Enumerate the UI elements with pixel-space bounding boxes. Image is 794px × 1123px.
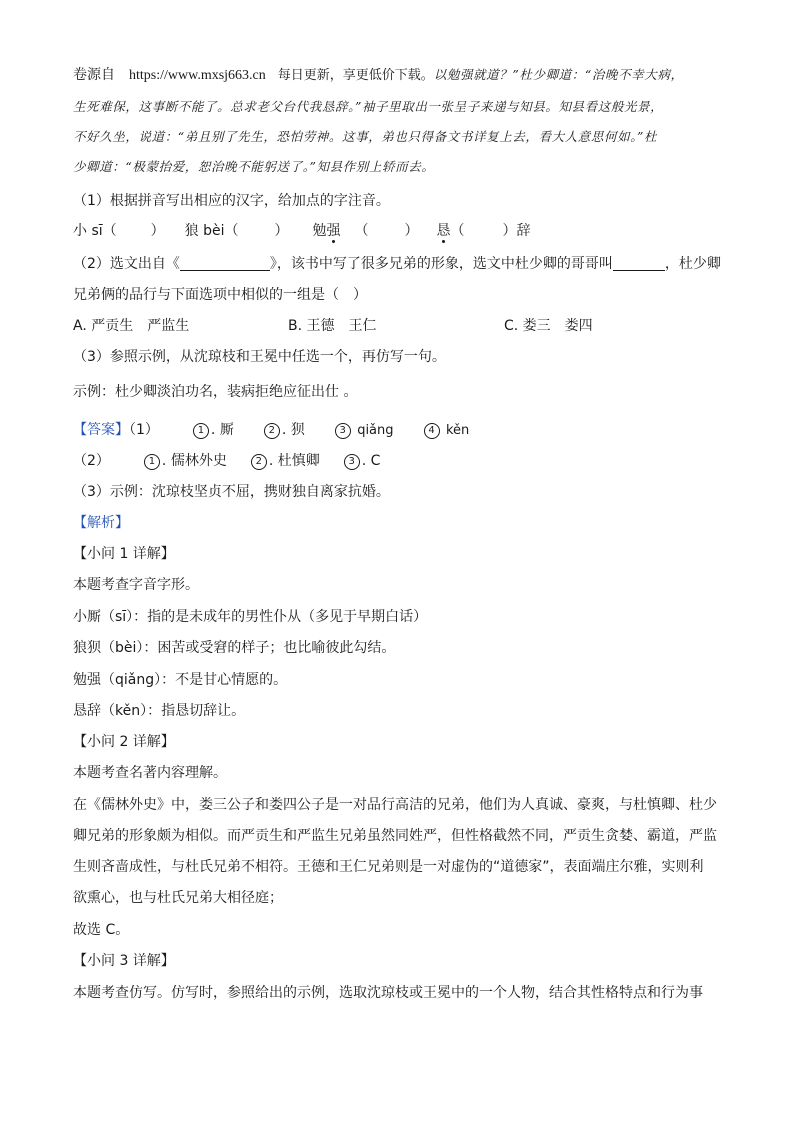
explanation-line: 小厮（sī）：指的是未成年的男性仆从（多见于早期白话） <box>73 609 428 625</box>
promo-text: 每日更新，享更低价下载。 <box>277 68 434 83</box>
question-1-prompt: （1）根据拼音写出相应的汉字，给加点的字注音。 <box>73 193 390 209</box>
answer-line-2: （2） 1 . 儒林外史 2 . 杜慎卿 3 . C <box>73 453 381 469</box>
q1-item-4: 恳（ ）辞 <box>436 223 531 239</box>
option-c: C. 娄三 娄四 <box>504 318 593 334</box>
passage-line-3: 不好久坐，说道：“弟且别了先生，恐怕劳神。这事，弟也只得备文书详复上去，看大人意思何如。”杜 <box>73 129 658 144</box>
sub-question-2-heading: 【小问 2 详解】 <box>73 734 175 750</box>
question-2-line-1: （2）选文出自《 》，该书中写了很多兄弟的形象，选文中杜少卿的哥哥叫 ，杜少卿 <box>73 256 721 272</box>
passage-line-4: 少卿道：“极蒙抬爱，恕治晚不能躬送了。”知县作别上轿而去。 <box>73 159 435 174</box>
book-title-blank <box>180 255 270 271</box>
q1-item-1: 小 sī（ ） <box>73 223 165 239</box>
q1-item-2: 狼 bèi（ ） <box>184 223 289 239</box>
sub-question-2-conclusion: 故选 C。 <box>73 922 130 938</box>
explanation-line: 卿兄弟的形象颇为相似。而严贡生和严监生兄弟虽然同姓严，但性格截然不同，严贡生贪婪、霸道，严监 <box>73 828 717 844</box>
sub-question-2-intro: 本题考查名著内容理解。 <box>73 765 227 781</box>
watermark-text: 卷源自 <box>73 67 115 83</box>
brother-name-blank <box>613 255 665 271</box>
question-3-example: 示例：杜少卿淡泊功名，装病拒绝应征出仕 。 <box>73 384 358 400</box>
answer-1-2: 2 . 狈 <box>264 422 305 438</box>
sub-question-3-heading: 【小问 3 详解】 <box>73 953 175 969</box>
explanation-line: 狼狈（bèi）：困苦或受窘的样子；也比喻彼此勾结。 <box>73 640 396 656</box>
answer-2-3: 3 . C <box>344 453 381 469</box>
explanation-line: 在《儒林外史》中，娄三公子和娄四公子是一对品行高洁的兄弟，他们为人真诚、豪爽，与杜慎卿、杜少 <box>73 797 717 813</box>
explanation-line: 本题考查仿写。仿写时，参照给出的示例，选取沈琼枝或王冕中的一个人物，结合其性格特点和行为事 <box>73 985 703 1001</box>
explanation-line: 生则吝啬成性，与杜氏兄弟不相符。王德和王仁兄弟则是一对虚伪的“道德家”，表面端庄尔雅，实则利 <box>73 859 704 875</box>
explanation-line: 恳辞（kěn）：指恳切辞让。 <box>73 703 246 719</box>
question-3-prompt: （3）参照示例，从沈琼枝和王冕中任选一个，再仿写一句。 <box>73 349 446 365</box>
question-2-line-2: 兄弟俩的品行与下面选项中相似的一组是（ ） <box>73 287 367 303</box>
answer-2-1: 1 . 儒林外史 <box>144 453 227 469</box>
explanation-line: 欲熏心，也与杜氏兄弟大相径庭； <box>73 890 283 906</box>
answer-1-1: 1 . 厮 <box>193 422 234 438</box>
sub-question-1-intro: 本题考查字音字形。 <box>73 577 199 593</box>
option-b: B. 王德 王仁 <box>288 318 377 334</box>
answer-line-1: 【答案】（1） 1 . 厮 2 . 狈 3 qiǎng 4 kěn <box>73 422 470 438</box>
sub-question-1-heading: 【小问 1 详解】 <box>73 546 175 562</box>
answer-1-4: 4 kěn <box>424 422 470 438</box>
passage-line-2: 生死难保，这事断不能了。总求老父台代我恳辞。”袖子里取出一张呈子来递与知县。知县看这般光景， <box>73 99 664 114</box>
q1-item-3: 勉强 （ ） <box>312 223 419 239</box>
answer-line-3: （3）示例：沈琼枝坚贞不屈，携财独自离家抗婚。 <box>73 484 390 500</box>
option-a: A. 严贡生 严监生 <box>73 318 190 334</box>
answer-1-3: 3 qiǎng <box>335 422 394 438</box>
passage-text-1: 以勉强就道？”杜少卿道：“治晚不幸大病， <box>433 67 684 82</box>
answer-label: 【答案】 <box>73 422 129 438</box>
answer-2-2: 2 . 杜慎卿 <box>251 453 320 469</box>
passage-line-1 <box>73 64 684 87</box>
source-url: https://www.mxsj663.cn <box>129 68 266 83</box>
question-1-items <box>73 220 530 242</box>
analysis-label: 【解析】 <box>73 515 129 531</box>
explanation-line: 勉强（qiǎng）：不是甘心情愿的。 <box>73 672 288 688</box>
